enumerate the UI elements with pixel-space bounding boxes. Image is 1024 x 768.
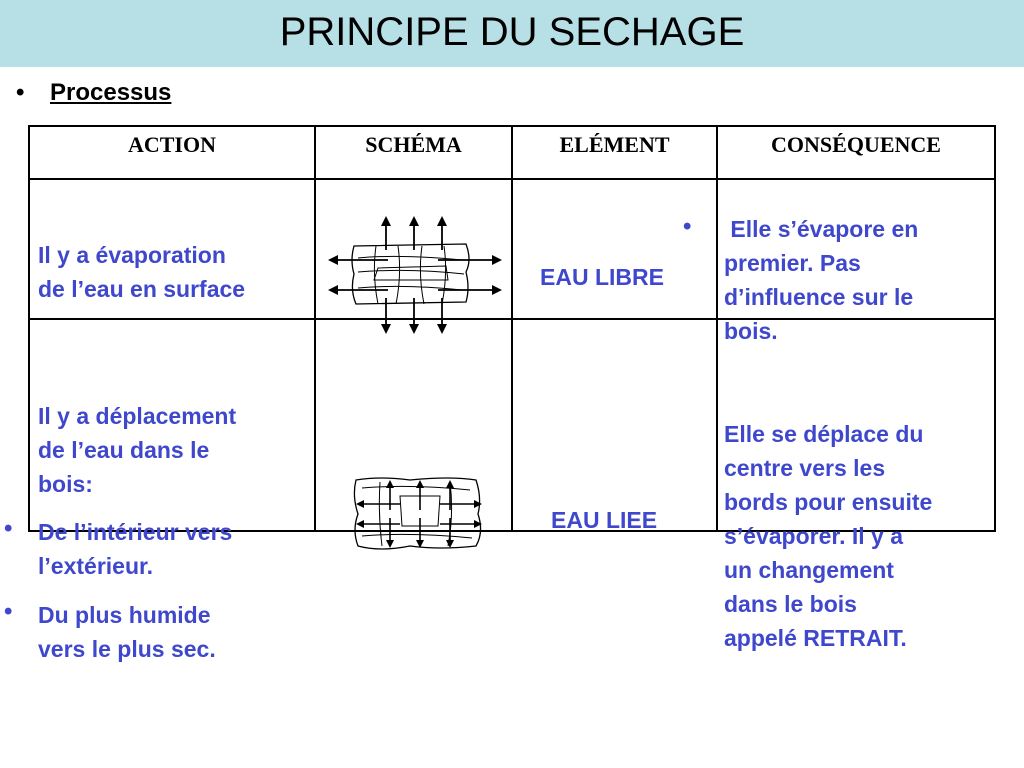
row2-consequence-line: s’évaporer. Il y a (724, 523, 904, 549)
row2-consequence-line: appelé RETRAIT. (724, 625, 907, 651)
row2-consequence-line: centre vers les (724, 455, 886, 481)
table-col-rule-3 (716, 125, 718, 532)
section-heading (16, 79, 171, 107)
row2-consequence-line: Elle se déplace du (724, 421, 924, 447)
row1-action (38, 238, 245, 306)
row2-action-line: bois: (38, 471, 93, 497)
migration-schema (350, 474, 490, 554)
row1-consequence-line: bois. (724, 318, 778, 344)
row2-bullet-2-line: vers le plus sec. (38, 636, 216, 662)
row2-consequence (724, 417, 932, 655)
row2-bullet-1-line: De l’intérieur vers (38, 519, 233, 545)
row2-bullet-2-mark: • (4, 598, 13, 625)
row2-action-line: de l’eau dans le (38, 437, 210, 463)
row1-action-line: Il y a évaporation (38, 242, 226, 268)
header-element: ELÉMENT (559, 132, 670, 157)
row2-consequence-line: un changement (724, 557, 894, 583)
row2-consequence-line: bords pour ensuite (724, 489, 933, 515)
row1-element: EAU LIBRE (540, 264, 664, 290)
row1-consequence-line: d’influence sur le (724, 284, 914, 310)
section-label: Processus (50, 79, 172, 106)
row2-consequence-line: dans le bois (724, 591, 857, 617)
row1-element-bullet: • (683, 213, 692, 240)
table-col-rule-2 (511, 125, 513, 532)
slide-title: PRINCIPE DU SECHAGE (279, 10, 745, 54)
table-col-rule-0 (28, 125, 30, 532)
table-col-rule-1 (314, 125, 316, 532)
row2-bullet-1-text (38, 515, 232, 583)
row2-element: EAU LIEE (551, 507, 658, 533)
wood-grain (362, 482, 472, 546)
row1-consequence-line: premier. Pas (724, 250, 861, 276)
section-bullet: • (16, 79, 25, 106)
header-consequence: CONSÉQUENCE (771, 132, 941, 157)
header-schema: SCHÉMA (365, 132, 462, 157)
row2-bullet-1-line: l’extérieur. (38, 553, 154, 579)
header-action: ACTION (127, 132, 216, 157)
row1-action-line: de l’eau en surface (38, 276, 246, 302)
row1-consequence (724, 212, 918, 348)
wood-board-icon (354, 478, 480, 549)
row2-action (38, 399, 236, 501)
wood-grain (358, 246, 464, 304)
evaporation-schema (318, 210, 510, 338)
row2-bullet-2-text (38, 598, 216, 666)
wood-board-icon (352, 244, 469, 304)
row2-action-line: Il y a déplacement (38, 403, 237, 429)
row2-bullet-2-line: Du plus humide (38, 602, 211, 628)
table-col-rule-4 (994, 125, 996, 532)
row2-bullet-1-mark: • (4, 515, 13, 542)
row1-consequence-line: Elle s’évapore en (724, 216, 919, 242)
